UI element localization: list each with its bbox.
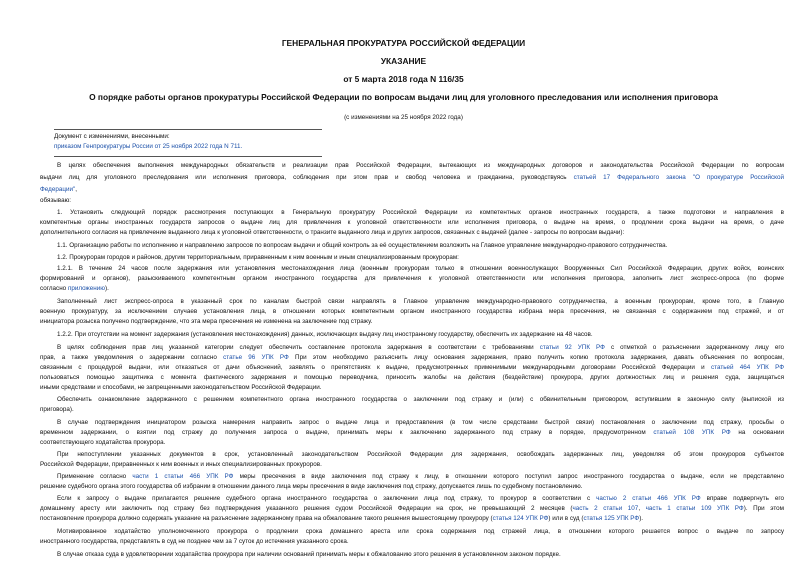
text-line: прав, а также уведомления о задержании согласно статье 96 УПК РФ При этом необходимо разъяснить лицу основания задержания, право получить копию протокола задержания, давать объяснения по вопросам, — [40, 354, 784, 361]
doc-title: О порядке работы органов прокуратуры Российской Федерации по вопросам выдачи лиц для уголовного преследования или исполнения приговора — [89, 92, 718, 102]
text-line: связанным с процедурой выдачи, или отказаться от дачи объяснений, заявлять о препятствиях к выдаче, предусмотренных применимыми международными договорами Российской Федерации и статьей 464 УПК РФ — [40, 364, 784, 371]
law-reference-link[interactable]: статьей 17 Федерального закона "О прокуратуре Российской — [573, 174, 784, 181]
text-line: При непоступлении указанных документов в срок, установленный законодательством Российской Федерации для задержания, освобождать задержанных лиц, уведомляя об этом прокуроров субъектов — [57, 451, 784, 458]
law-reference-link[interactable]: статья 125 УПК РФ — [583, 515, 640, 522]
text-line: 1.2. Прокурорам городов и районов, другим территориальным, приравненным к ним военным и иным специализированным прокурорам: — [57, 254, 459, 261]
law-reference-link[interactable]: статьей 464 УПК РФ — [711, 364, 784, 371]
doc-date-heading: от 5 марта 2018 года N 116/35 — [343, 74, 464, 84]
divider-top — [54, 129, 322, 130]
law-reference-link[interactable]: статьей 108 УПК РФ — [653, 429, 731, 436]
law-reference-link[interactable]: статье 96 УПК РФ — [223, 354, 289, 361]
text-line: 1. Установить следующий порядок рассмотрения поступающих в Генеральную прокуратуру Российской Федерации из компетентных органов иностранных государств, а также подготовки и направления в — [57, 209, 784, 216]
text-line: Мотивированное ходатайство уполномоченного прокурора о продлении срока домашнего ареста или срока содержания под стражей лица, в отношении которого решается вопрос о выдаче по запросу — [57, 528, 784, 535]
text-line: Если к запросу о выдаче прилагается решение судебного органа иностранного государства о заключении лица под стражу, то прокурор в соответствии с частью 2 статьи 466 УПК РФ вправе подвергнуть его — [57, 495, 784, 502]
text-line: приговора). — [40, 406, 74, 413]
text-line: Заполненный лист экспресс-опроса в указанный срок по каналам быстрой связи направлять в Главное управление международно-правового сотрудничества, а военным прокурорам, кроме того, в Главную — [57, 298, 784, 305]
text-line: В случае подтверждения инициатором розыска намерения направить запрос о выдаче лица и предоставления (в том числе средствами быстрой связи) постановления о заключении под стражу, просьбы о — [57, 419, 784, 426]
amendments-link[interactable] — [54, 143, 242, 150]
doc-type-heading: УКАЗАНИЕ — [380, 56, 427, 66]
text-line: В целях соблюдения прав лиц указанной категории следует обеспечить составление протокола задержания в соответствии с требованиями статьи 92 УПК РФ с отметкой о разъяснении задержанному лицу его — [57, 344, 784, 351]
text-line: иностранного государства, представлять в суд не позднее чем за 7 суток до истечения указанного срока. — [40, 538, 349, 545]
law-reference-link[interactable]: часть 1 статьи 109 УПК РФ — [645, 505, 744, 512]
text-line: пользоваться помощью защитника с момента фактического задержания и помощью переводчика, приносить жалобы на действия (бездействие) прокурора, других должностных лиц и решения суда, защищаться — [40, 374, 784, 381]
text-line: обязываю: — [40, 197, 72, 204]
text-line: Применение согласно части 1 статьи 466 УПК РФ меры пресечения в виде заключения под стражу к лицу, в отношении которого поступил запрос иностранного государства о выдаче, если не представлено — [57, 473, 784, 480]
amendments-intro: Документ с изменениями, внесенными: — [54, 133, 170, 140]
text-line: инициатора розыска получено подтверждение, что эта мера пресечения не изменена на заключение под стражу. — [40, 318, 373, 325]
text-line: военную прокуратуру, за исключением случаев установления лица, в отношении которых компетентным органом иностранного государства избрана мера пресечения, не связанная с содержанием под стражей, и от — [40, 308, 784, 315]
text-line: решение судебного органа этого государства об избрании в отношении данного лица меры пресечения в виде заключения под стражу, допускается лишь по судебному постановлению. — [40, 483, 583, 490]
law-reference-link[interactable]: Федерации" — [40, 186, 76, 193]
text-line: компетентные органы иностранных государств запросов о выдаче лиц для привлечения к уголовной ответственности или исполнения приговора, о выдаче на время, о продлении срока выдачи на время, о даче — [40, 219, 784, 226]
law-reference-link[interactable]: части 1 статьи 466 УПК РФ — [132, 473, 234, 480]
text-line: согласно приложению). — [40, 285, 109, 292]
text-line: В случае отказа суда в удовлетворении ходатайства прокурора при наличии оснований принимать меры к обжалованию этого решения в установленном законом порядке. — [57, 551, 561, 558]
text-line: Российской Федерации, приравненных к ним военных и иных специализированных прокуроров. — [40, 461, 322, 468]
org-heading: ГЕНЕРАЛЬНАЯ ПРОКУРАТУРА РОССИЙСКОЙ ФЕДЕРАЦИИ — [281, 38, 526, 48]
text-line: 1.2.2. При отсутствии на момент задержания (установления местонахождения) данных, исключающих выдачу лиц иностранному государству, обеспечить их задержание на 48 часов. — [57, 331, 593, 338]
text-line: дополнительного согласия на привлечение выданного лица к уголовной ответственности, о транзите выданного лица и других запросов, связанных с выдачей (далее - запросы по вопросам выдачи): — [40, 229, 625, 236]
law-reference-link[interactable]: статьи 92 УПК РФ — [539, 344, 605, 351]
text-line: 1.1. Организацию работы по исполнению и направлению запросов по вопросам выдачи и общий контроль за её осуществлением возложить на Главное управление международно-правового сотрудничества. — [57, 242, 668, 249]
text-line: выдачи лиц для уголовного преследования или исполнения приговора, соблюдения при этом прав и свобод человека и гражданина, руководствуясь статьей 17 Федерального закона "О прокуратуре Российской — [40, 174, 784, 181]
law-reference-link[interactable]: частью 2 статьи 466 УПК РФ — [596, 495, 701, 502]
amended-note: (с изменениями на 25 ноября 2022 года) — [344, 114, 463, 121]
text-line: Федерации", — [40, 186, 77, 193]
text-line: постановление прокурора должно содержать указание на разъяснение задержанному права на обжалование такого решения вышестоящему прокурору (статья 124 УПК РФ) или в суд (статья 125 УПК РФ). — [40, 515, 644, 522]
text-line: Обеспечить ознакомление задержанного с решением компетентного органа иностранного государства о заключении под стражу и (или) с обвинительным приговором, вступившим в законную силу (выпиской из — [57, 396, 784, 403]
text-line: 1.2.1. В течение 24 часов после задержания или установления местонахождения лица (военным прокурорам только в отношении военнослужащих Вооруженных Сил Российской Федерации, других войск, воинских — [57, 265, 784, 272]
law-reference-link[interactable]: статья 124 УПК РФ — [492, 515, 549, 522]
law-reference-link[interactable]: приложению — [67, 285, 105, 292]
amendment-order-link[interactable]: приказом Генпрокуратуры России от 25 ноября 2022 года N 711. — [54, 143, 243, 150]
divider-bottom — [54, 156, 322, 157]
text-line: В целях обеспечения выполнения международных обязательств и реализации прав Российской Федерации, вытекающих из международных договоров и законодательства Российской Федерации по вопросам — [57, 162, 784, 169]
text-line: домашнему аресту или заключить под стражу без подтверждения указанного решения судом Российской Федерации на срок, не превышающий 2 месяцев (часть 2 статьи 107, часть 1 статьи 109 УПК РФ). При этом — [40, 505, 784, 512]
law-reference-link[interactable]: часть 2 статьи 107 — [572, 505, 639, 512]
text-line: формирований и органов), разыскиваемого компетентным органом иностранного государства для привлечения к уголовной ответственности или исполнения приговора, заполнить лист экспресс-опроса (по форме — [40, 275, 784, 282]
text-line: соответствующего ходатайства прокурора. — [40, 439, 166, 446]
text-line: временном задержании, о взятии под стражу до получения запроса о выдаче, принимать меры к заключению задержанного под стражу в порядке, предусмотренном статьей 108 УПК РФ на основании — [40, 429, 784, 436]
text-line: иными средствами и способами, не запрещенными законодательством Российской Федерации. — [40, 384, 322, 391]
